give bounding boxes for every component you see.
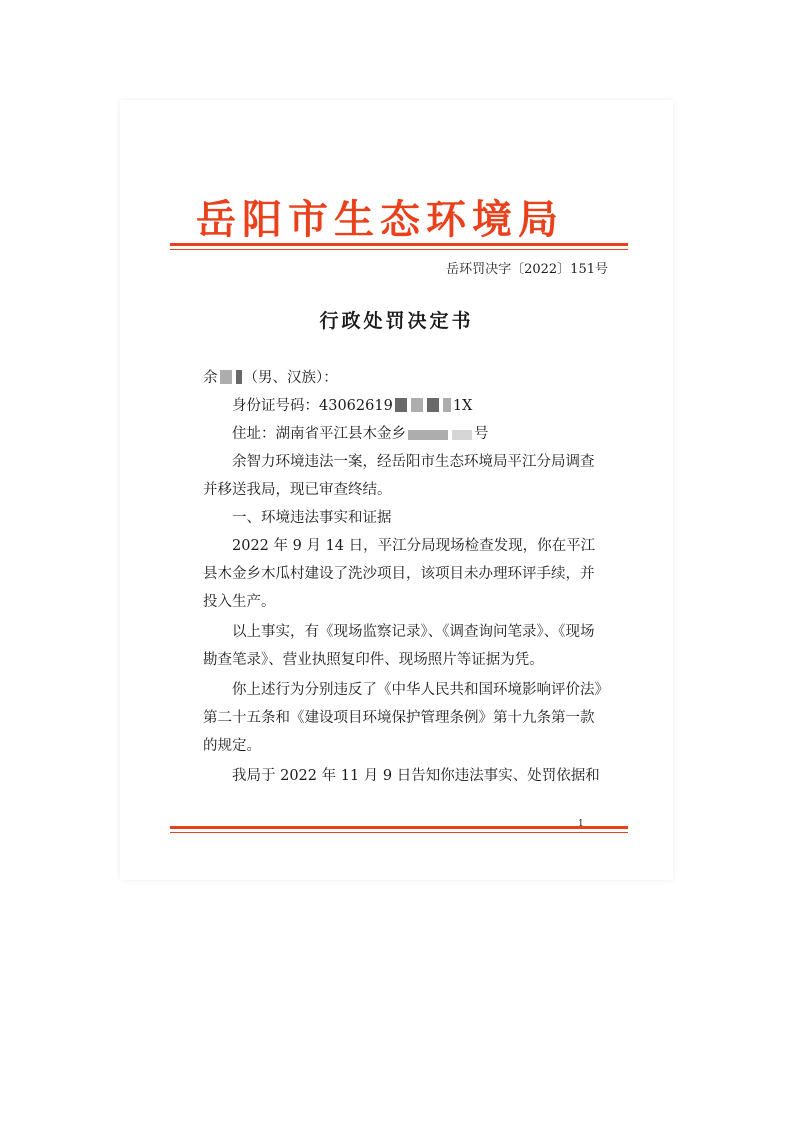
id-number-prefix: 身份证号码：43062619 bbox=[232, 398, 393, 414]
header-red-rule-thin bbox=[170, 249, 628, 250]
facts-paragraph: 2022 年 9 月 14 日，平江分局现场检查发现，你在平江县木金乡木瓜村建设了洗沙项目，该项目未办理环评手续，并投入生产。 bbox=[203, 538, 596, 610]
violation-paragraph: 你上述行为分别违反了《中华人民共和国环境影响评价法》第二十五条和《建设项目环境保护管理条例》第十九条第一款的规定。 bbox=[203, 682, 602, 754]
redaction-block bbox=[395, 398, 407, 412]
footer-red-rule bbox=[170, 826, 628, 829]
party-name: 余 bbox=[203, 370, 218, 386]
address-prefix: 住址：湖南省平江县木金乡 bbox=[232, 426, 406, 442]
notice-paragraph: 我局于 2022 年 11 月 9 日告知你违法事实、处罚依据和 bbox=[232, 768, 600, 784]
redaction-block bbox=[443, 398, 451, 412]
document-title: 行政处罚决定书 bbox=[319, 310, 474, 332]
redaction-block bbox=[236, 370, 242, 384]
address-line bbox=[203, 420, 603, 448]
evidence-paragraph: 以上事实，有《现场监察记录》、《调查询问笔录》、《现场勘查笔录》、营业执照复印件、现场照片等证据为凭。 bbox=[203, 624, 595, 668]
address-suffix: 号 bbox=[474, 426, 489, 442]
org-name-header: 岳阳市生态环境局 bbox=[196, 197, 564, 243]
page-number: 1 bbox=[578, 819, 584, 829]
redaction-block bbox=[408, 430, 448, 440]
header-red-rule bbox=[170, 243, 628, 246]
redaction-block bbox=[411, 398, 423, 412]
footer-red-rule-thin bbox=[170, 832, 628, 833]
id-number-suffix: 1X bbox=[452, 398, 473, 414]
party-descriptor: （男、汉族）： bbox=[243, 370, 338, 386]
redaction-block bbox=[427, 398, 439, 412]
redaction-block bbox=[452, 430, 472, 440]
party-line bbox=[203, 364, 603, 392]
case-intro-paragraph: 余智力环境违法一案，经岳阳市生态环境局平江分局调查并移送我局，现已审查终结。 bbox=[203, 454, 595, 498]
document-number: 岳环罚决字〔2022〕151号 bbox=[446, 262, 608, 277]
redaction-block bbox=[220, 370, 232, 384]
id-number-line bbox=[203, 392, 603, 420]
section-heading-violation-facts: 一、环境违法事实和证据 bbox=[232, 510, 392, 526]
